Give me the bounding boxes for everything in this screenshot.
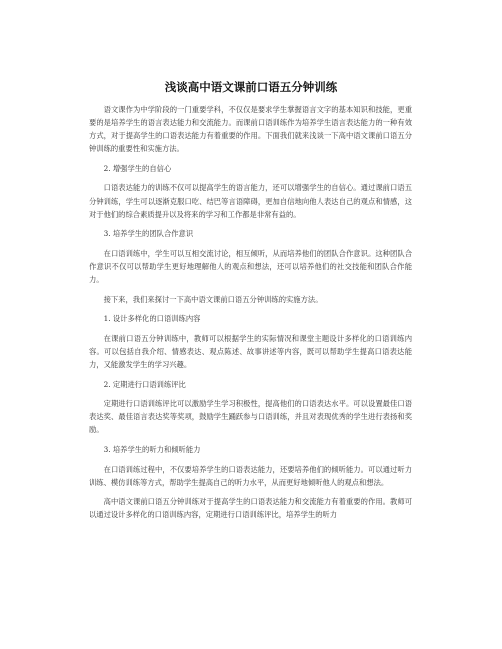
- section-heading: 3. 培养学生的团队合作意识: [103, 229, 194, 239]
- section-heading: 2. 定期进行口语训练评比: [103, 379, 186, 389]
- transition-paragraph: 接下来，我们来探讨一下高中语文课前口语五分钟训练的实施方法。: [103, 294, 323, 304]
- document-body: [89, 103, 412, 528]
- intro-paragraph: 语文课作为中学阶段的一门重要学科，不仅仅是要求学生掌握语言文字的基本知识和技能，更重要的是培养学生的语言表达能力和交流能力。而课前口语训练作为培养学生语言表达能力的一种有效方式，对于提高学生的口语表达能力有着重要的作用。下面我们就来浅谈一下高中语文课前口语五分钟训练的重要性和实施方法。: [89, 105, 412, 154]
- body-paragraph: 在口语训练中，学生可以互相交流讨论，相互倾听，从而培养他们的团队合作意识。这种团队合作意识不仅可以帮助学生更好地理解他人的观点和想法，还可以培养他们的社交技能和团队合作能力。: [89, 248, 412, 285]
- section-heading: 1. 设计多样化的口语训练内容: [103, 314, 201, 324]
- section-heading: 3. 培养学生的听力和倾听能力: [103, 444, 201, 454]
- body-paragraph: 定期进行口语训练评比可以激励学生学习积极性，提高他们的口语表达水平。可以设置最佳口语表达奖、最佳语言表达奖等奖项，鼓励学生踊跃参与口语训练，并且对表现优秀的学生进行表扬和奖励。: [89, 399, 412, 435]
- document-title: 浅谈高中语文课前口语五分钟训练: [164, 80, 338, 94]
- body-paragraph: 在课前口语五分钟训练中，教师可以根据学生的实际情况和课堂主题设计多样化的口语训练内容。可以包括自我介绍、情感表达、观点陈述、故事讲述等内容，既可以帮助学生提高口语表达能力，又能激发学生的学习兴趣。: [89, 333, 412, 369]
- body-paragraph: 口语表达能力的训练不仅可以提高学生的语言能力，还可以增强学生的自信心。通过课前口语五分钟训练，学生可以逐渐克服口吃、结巴等言语障碍，更加自信地向他人表达自己的观点和情感，这对于他们的综合素质提升以及将来的学习和工作都是非常有益的。: [89, 183, 412, 219]
- body-paragraph: 在口语训练过程中，不仅要培养学生的口语表达能力，还要培养他们的倾听能力。可以通过听力训练、模仿训练等方式，帮助学生提高自己的听力水平，从而更好地倾听他人的观点和想法。: [89, 464, 412, 487]
- section-heading: 2. 增强学生的自信心: [103, 163, 172, 173]
- conclusion-paragraph: 高中语文课前口语五分钟训练对于提高学生的口语表达能力和交流能力有着重要的作用。教师可以通过设计多样化的口语训练内容，定期进行口语训练评比，培养学生的听力: [89, 497, 412, 520]
